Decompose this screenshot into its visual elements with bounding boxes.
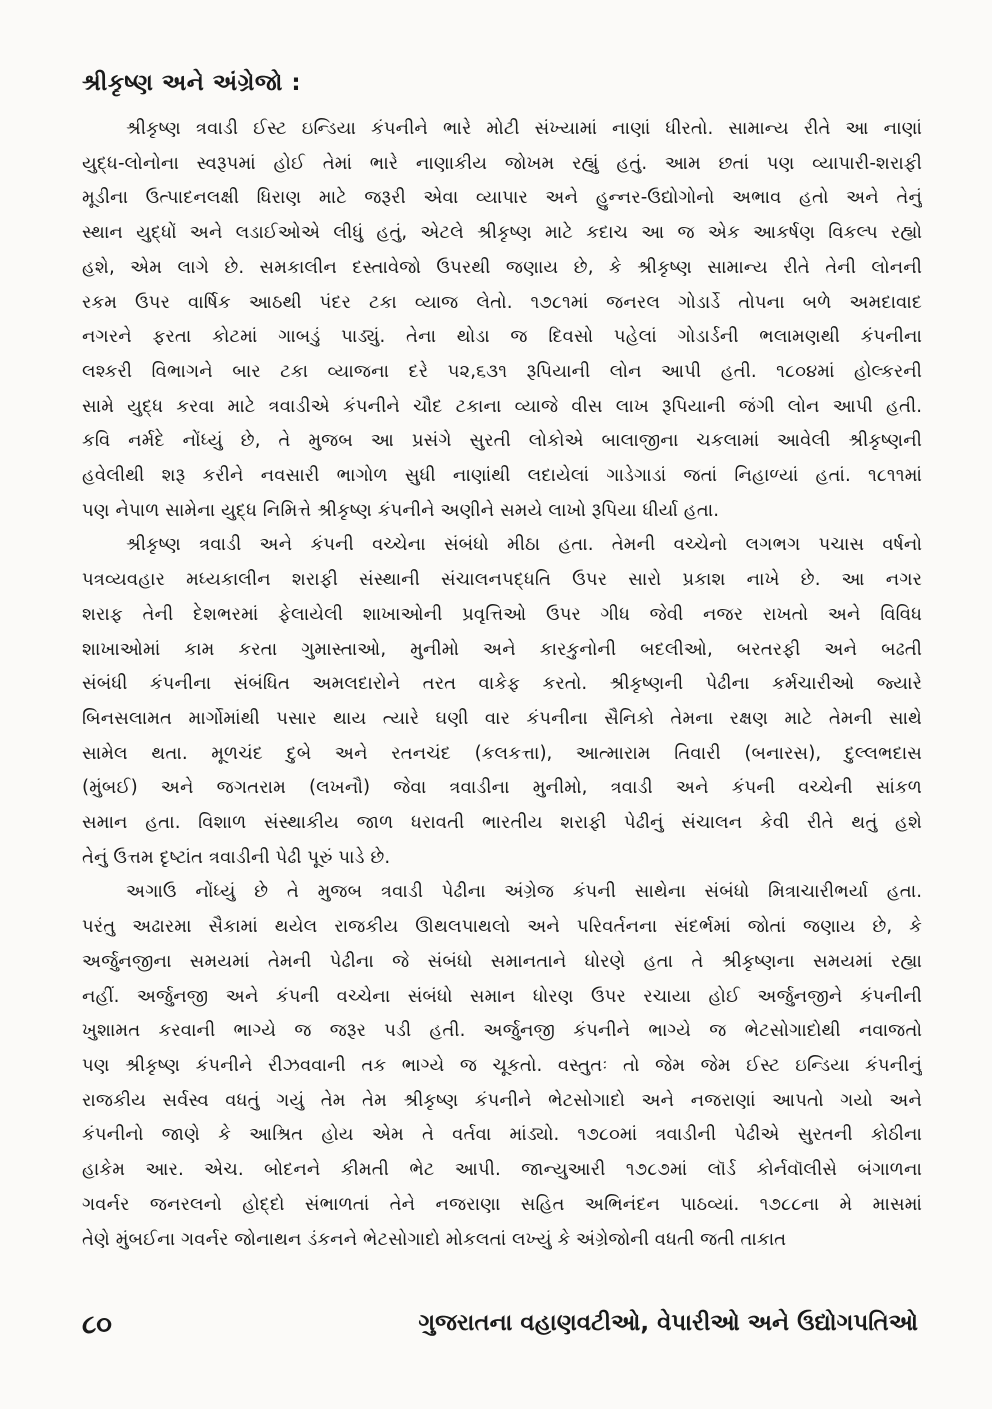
- text-line: મૂડીના ઉત્પાદનલક્ષી ધિરાણ માટે જરૂરી એવા વ્યાપાર અને હુન્નર-ઉદ્યોગોનો અભાવ હતો અને તેનું: [82, 187, 922, 209]
- page-number: ૮૦: [82, 1310, 112, 1340]
- text-line: પત્રવ્યવહાર મધ્યકાલીન શરાફી સંસ્થાની સંચાલનપદ્ધતિ ઉપર સારો પ્રકાશ નાખે છે. આ નગર: [82, 569, 922, 591]
- text-line: શ્રીકૃષ્ણ ત્રવાડી ઈસ્ટ ઇન્ડિયા કંપનીને ભારે મોટી સંખ્યામાં નાણાં ધીરતો. સામાન્ય રીતે આ નાણાં: [126, 118, 922, 139]
- text-line: તેણે મુંબઈના ગવર્નર જોનાથન ડંકનને ભેટસોગાદો મોકલતાં લખ્યું કે અંગ્રેજોની વધતી જતી તાકાત: [82, 1228, 787, 1250]
- text-line: નહીં. અર્જુનજી અને કંપની વચ્ચેના સંબંધો સમાન ધોરણ ઉપર રચાયા હોઈ અર્જુનજીને કંપનીની: [82, 985, 922, 1007]
- paragraph: [82, 875, 922, 1257]
- body-text: [82, 112, 922, 1257]
- text-line: શરાફ તેની દેશભરમાં ફેલાયેલી શાખાઓની પ્રવૃત્તિઓ ઉપર ગીધ જેવી નજર રાખતો અને વિવિધ: [82, 603, 922, 625]
- page-footer: [82, 1310, 922, 1350]
- text-line: સંબંધી કંપનીના સંબંધિત અમલદારોને તરત વાકેફ કરતો. શ્રીકૃષ્ણની પેઢીના કર્મચારીઓ જ્યારે: [82, 673, 922, 695]
- paragraph: [82, 112, 922, 528]
- book-title: ગુજરાતના વહાણવટીઓ, વેપારીઓ અને ઉદ્યોગપતિઓ: [418, 1310, 918, 1336]
- text-line: શ્રીકૃષ્ણ ત્રવાડી અને કંપની વચ્ચેના સંબંધો મીઠા હતા. તેમની વચ્ચેનો લગભગ પચાસ વર્ષનો: [126, 534, 922, 556]
- text-line: સામેલ થતા. મૂળચંદ દુબે અને રતનચંદ (કલકત્તા), આત્મારામ તિવારી (બનારસ), દુલ્લભદાસ: [82, 742, 922, 764]
- text-line: રાજકીય સર્વસ્વ વધતું ગયું તેમ તેમ શ્રીકૃષ્ણ કંપનીને ભેટસોગાદો અને નજરાણાં આપતો ગયો અને: [82, 1089, 922, 1111]
- text-line: પણ શ્રીકૃષ્ણ કંપનીને રીઝવવાની તક ભાગ્યે જ ચૂકતો. વસ્તુતઃ તો જેમ જેમ ઈસ્ટ ઇન્ડિયા કંપનીનું: [82, 1054, 922, 1076]
- text-line: સમાન હતા. વિશાળ સંસ્થાકીય જાળ ધરાવતી ભારતીય શરાફી પેઢીનું સંચાલન કેવી રીતે થતું હશે: [82, 812, 922, 834]
- text-line: અગાઉ નોંધ્યું છે તે મુજબ ત્રવાડી પેઢીના અંગ્રેજ કંપની સાથેના સંબંધો મિત્રાચારીભર્યા હતા.: [126, 881, 922, 903]
- text-line: હવેલીથી શરૂ કરીને નવસારી ભાગોળ સુધી નાણાંથી લદાયેલાં ગાડેગાડાં જતાં નિહાળ્યાં હતાં. ૧૮૧૧માં: [82, 465, 922, 487]
- text-line: હશે, એમ લાગે છે. સમકાલીન દસ્તાવેજો ઉપરથી જણાય છે, કે શ્રીકૃષ્ણ સામાન્ય રીતે તેની લોનની: [82, 256, 922, 278]
- text-line: શાખાઓમાં કામ કરતા ગુમાસ્તાઓ, મુનીમો અને કારકુનોની બદલીઓ, બરતરફી અને બઢતી: [82, 638, 922, 660]
- text-line: ખુશામત કરવાની ભાગ્યે જ જરૂર પડી હતી. અર્જુનજી કંપનીને ભાગ્યે જ ભેટસોગાદોથી નવાજતો: [82, 1020, 922, 1042]
- text-line: સામે યુદ્ધ કરવા માટે ત્રવાડીએ કંપનીને ચૌદ ટકાના વ્યાજે વીસ લાખ રૂપિયાની જંગી લોન આપી હતી.: [82, 395, 922, 417]
- text-line: પણ નેપાળ સામેના યુદ્ધ નિમિત્તે શ્રીકૃષ્ણ કંપનીને અણીને સમયે લાખો રૂપિયા ધીર્યા હતા.: [82, 499, 720, 521]
- text-line: હાકેમ આર. એચ. બોદનને કીમતી ભેટ આપી. જાન્યુઆરી ૧૭૮૭માં લૉર્ડ કોર્નવૉલીસે બંગાળના: [82, 1159, 922, 1181]
- text-line: સ્થાન યુદ્ધોં અને લડાઈઓએ લીધું હતું, એટલે શ્રીકૃષ્ણ માટે કદાચ આ જ એક આકર્ષણ વિકલ્પ રહ્યો: [82, 222, 922, 244]
- text-line: યુદ્ધ-લોનોના સ્વરૂપમાં હોઈ તેમાં ભારે નાણાકીય જોખમ રહ્યું હતું. આમ છતાં પણ વ્યાપારી-શરાફી: [82, 152, 922, 174]
- text-line: રકમ ઉપર વાર્ષિક આઠથી પંદર ટકા વ્યાજ લેતો. ૧૭૮૧માં જનરલ ગોડાર્ડે તોપના બળે અમદાવાદ: [82, 291, 922, 313]
- text-line: પરંતુ અઢારમા સૈકામાં થયેલ રાજકીય ઊથલપાથલો અને પરિવર્તનના સંદર્ભમાં જોતાં જણાય છે, કે: [82, 916, 922, 938]
- text-line: (મુંબઈ) અને જગતરામ (લખનૌ) જેવા ત્રવાડીના મુનીમો, ત્રવાડી અને કંપની વચ્ચેની સાંકળ: [82, 777, 922, 799]
- text-line: ગવર્નર જનરલનો હોદ્દો સંભાળતાં તેને નજરાણા સહિત અભિનંદન પાઠવ્યાં. ૧૭૮૮ના મે માસમાં: [82, 1193, 922, 1215]
- text-line: કવિ નર્મદે નોંધ્યું છે, તે મુજબ આ પ્રસંગે સુરતી લોકોએ બાલાજીના ચકલામાં આવેલી શ્રીકૃષ્ણની: [82, 430, 922, 452]
- text-line: નગરને ફરતા કોટમાં ગાબડું પાડ્યું. તેના થોડા જ દિવસો પહેલાં ગોડાર્ડની ભલામણથી કંપનીના: [82, 326, 922, 348]
- text-line: અર્જુનજીના સમયમાં તેમની પેઢીના જે સંબંધો સમાનતાને ધોરણે હતા તે શ્રીકૃષ્ણના સમયમાં રહ્યા: [82, 950, 922, 972]
- section-heading: શ્રીકૃષ્ણ અને અંગ્રેજો :: [82, 70, 302, 96]
- paragraph: [82, 528, 922, 875]
- text-line: તેનું ઉત્તમ દૃષ્ટાંત ત્રવાડીની પેઢી પૂરું પાડે છે.: [82, 846, 391, 868]
- text-line: બિનસલામત માર્ગોમાંથી પસાર થાય ત્યારે ઘણી વાર કંપનીના સૈનિકો તેમના રક્ષણ માટે તેમની સાથે: [82, 707, 922, 729]
- text-line: કંપનીનો જાણે કે આશ્રિત હોય એમ તે વર્તવા માંડ્યો. ૧૭૮૦માં ત્રવાડીની પેઢીએ સુરતની કોઠીના: [82, 1124, 922, 1146]
- text-line: લશ્કરી વિભાગને બાર ટકા વ્યાજના દરે ૫૨,૬૩૧ રૂપિયાની લોન આપી હતી. ૧૮૦૪માં હોલ્કરની: [82, 360, 922, 382]
